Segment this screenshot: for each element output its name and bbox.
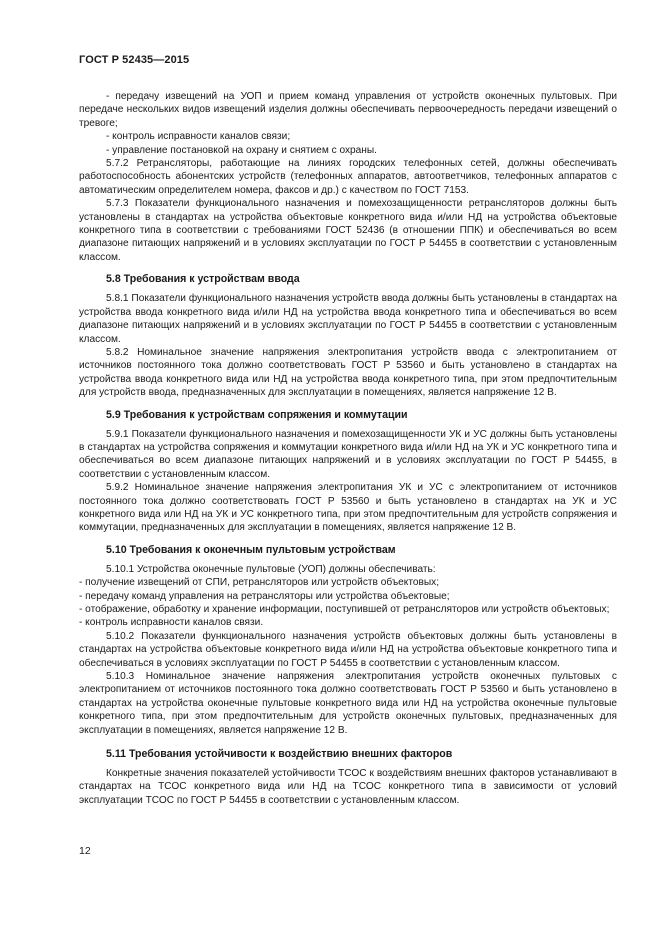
paragraph: 5.8.1 Показатели функционального назначения устройств ввода должны быть установлены в стандартах на устройства ввода конкретного вида и/или НД на устройства ввода конкретного типа и обеспечиваться во всем диапазоне питающих напряжений и в условиях эксплуатации по ГОСТ Р 54455 в соответствии с установленным классом. (79, 293, 617, 345)
section-heading-5-8: 5.8 Требования к устройствам ввода (106, 273, 300, 286)
section-heading-5-9: 5.9 Требования к устройствам сопряжения и коммутации (106, 408, 408, 421)
paragraph: - управление постановкой на охрану и снятием с охраны. (106, 144, 377, 156)
section-heading-5-11: 5.11 Требования устойчивости к воздействию внешних факторов (106, 748, 453, 761)
list-item: - получение извещений от СПИ, ретрансляторов или устройств объектовых; (79, 577, 440, 589)
paragraph: - контроль исправности каналов связи; (106, 131, 291, 143)
paragraph: 5.10.1 Устройства оконечные пультовые (УОП) должны обеспечивать: (106, 563, 436, 575)
list-item: - передачу команд управления на ретрансляторы или устройства объектовые; (79, 590, 450, 602)
paragraph: Конкретные значения показателей устойчивости ТСОС к воздействиям внешних факторов устанавливают в стандартах на ТСОС конкретного вида или НД на ТСОС конкретного типа в зависимости от условий эксплуатации ТСОС по ГОСТ Р 54455 в соответствии с установленным классом. (79, 768, 617, 806)
paragraph: 5.10.3 Номинальное значение напряжения электропитания устройств оконечных пультовых с электропитанием от источников постоянного тока должно соответствовать ГОСТ Р 53560 и быть установлено в стандартах на устройства оконечные пультовые конкретного вида или НД на устройства оконечные пультовые конкретного типа, при этом предпочтительным для устройств оконечных пультовых, предназначенных для эксплуатации в помещениях, является напряжение 12 В. (79, 671, 617, 736)
paragraph: 5.9.2 Номинальное значение напряжения электропитания УК и УС с электропитанием от источников постоянного тока должно соответствовать ГОСТ Р 53560 и быть установлено в стандартах на УК и УС конкретного вида или НД на УК и УС конкретного типа, при этом предпочтительным для устройств сопряжения и коммутации, предназначенных для эксплуатации в помещениях, является напряжение 12 В. (79, 482, 617, 534)
paragraph: - передачу извещений на УОП и прием команд управления от устройств оконечных пультовых. При передаче нескольких видов извещений изделия должны обеспечивать первоочередность передачи извещений о тревоге; (79, 91, 617, 129)
paragraph: 5.7.3 Показатели функционального назначения и помехозащищенности ретрансляторов должны быть установлены в стандартах на устройства объектовые конкретного вида и/или НД на устройства объектовые конкретного типа в соответствии с требованиями ГОСТ 52436 (в отношении ППК) и обеспечиваться во всем диапазоне питающих напряжений и в условиях эксплуатации по ГОСТ Р 54455 в соответствии с установленным классом. (79, 198, 617, 263)
paragraph: 5.10.2 Показатели функционального назначения устройств объектовых должны быть установлены в стандартах на устройства объектовые конкретного вида и/или НД на устройства объектовые конкретного типа и обеспечиваться в условиях эксплуатации по ГОСТ Р 54455 в соответствии с установленным классом. (79, 630, 617, 669)
section-heading-5-10: 5.10 Требования к оконечным пультовым устройствам (106, 543, 396, 556)
page-number: 12 (79, 845, 91, 857)
list-item: - контроль исправности каналов связи. (79, 617, 264, 629)
paragraph: 5.9.1 Показатели функционального назначения и помехозащищенности УК и УС должны быть установлены в стандартах на устройства сопряжения и коммутации конкретного вида и/или НД на УК и УС конкретного типа и обеспечиваться во всем диапазоне питающих напряжений и в условиях эксплуатации по ГОСТ Р 54455, в соответствии с установленным классом. (79, 428, 617, 480)
list-item: - отображение, обработку и хранение информации, поступившей от ретрансляторов или устройств объектовых; (79, 604, 610, 615)
paragraph: 5.7.2 Ретрансляторы, работающие на линиях городских телефонных сетей, должны обеспечивать работоспособность абонентских устройств (телефонных аппаратов, автоответчиков, телефонных аппаратов с автоматическим определителем номера, факсов и др.) с качеством по ГОСТ 7153. (79, 158, 617, 196)
document-header: ГОСТ Р 52435—2015 (79, 54, 190, 66)
paragraph: 5.8.2 Номинальное значение напряжения электропитания устройств ввода с электропитанием от источников постоянного тока должно соответствовать ГОСТ Р 53560 и быть установлено в стандартах на устройства ввода конкретного вида или НД на устройства ввода конкретного типа, при этом предпочтительным для устройств ввода, предназначенных для эксплуатации в помещениях, является напряжение 12 В. (79, 346, 617, 399)
document-body (79, 90, 617, 807)
